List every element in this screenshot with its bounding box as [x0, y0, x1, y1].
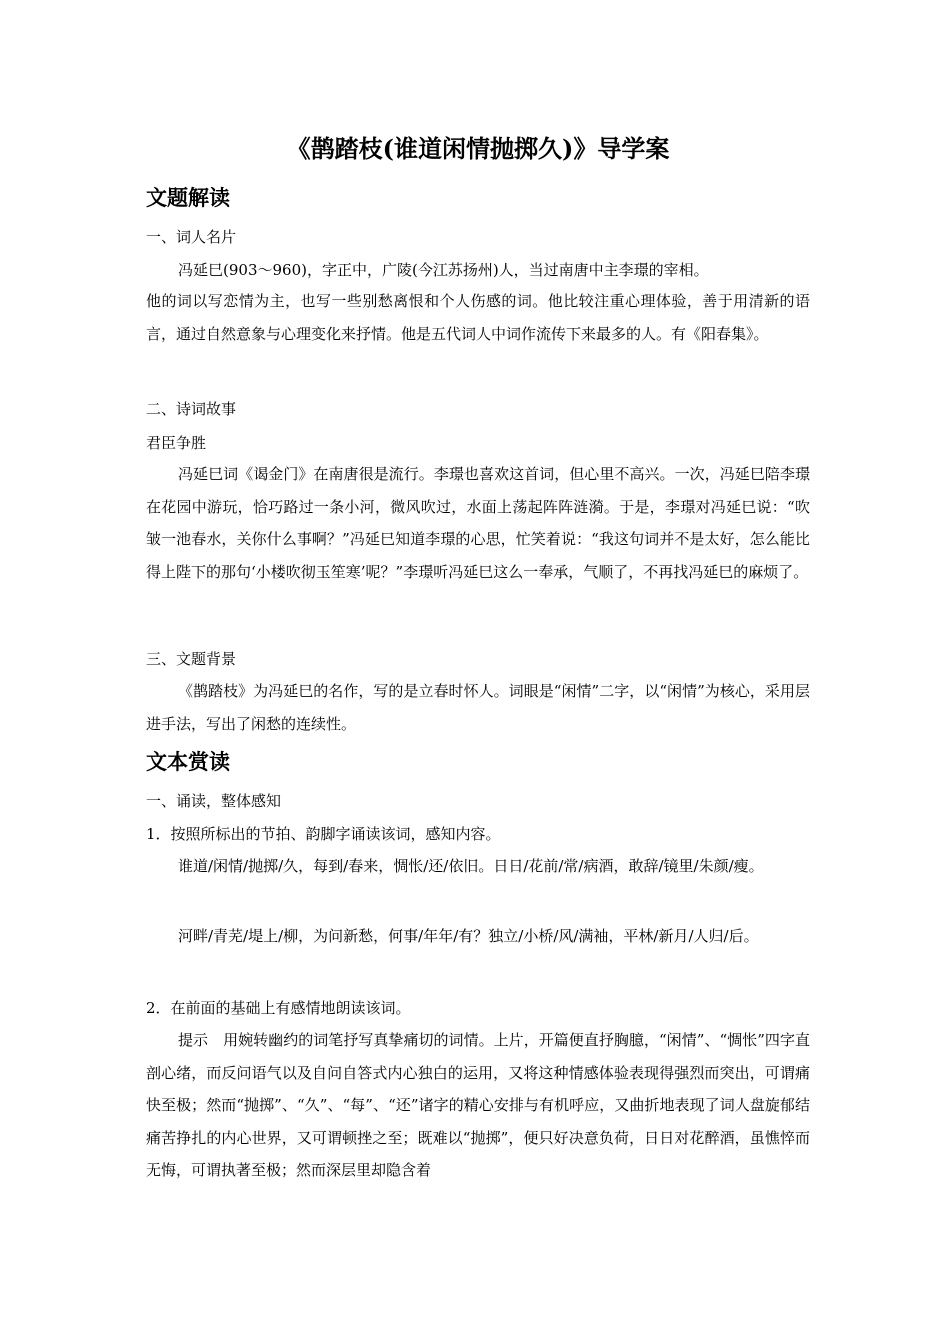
section-heading-text-appreciation: 文本赏读	[146, 749, 230, 774]
poet-intro-first-line: 冯延巳(903～960)，字正中，广陵(今江苏扬州)人，当过南唐中主李璟的宰相。	[178, 261, 709, 279]
story-label: 二、诗词故事	[146, 400, 237, 418]
story-paragraph: 冯延巳词《谒金门》在南唐很是流行。李璟也喜欢这首词，但心里不高兴。一次，冯延巳陪李璟在花园中游玩，恰巧路过一条小河，微风吹过，水面上荡起阵阵涟漪。于是，李璟对冯延巳说：“吹皱一池春水，关你什么事啊？”冯延巳知道李璟的心思，忙笑着说：“我这句词并不是太好，怎么能比得上陛下的那句‘小楼吹彻玉笙寒’呢？”李璟听冯延巳这么一奉承，气顺了，不再找冯延巳的麻烦了。	[146, 465, 810, 581]
background-label: 三、文题背景	[146, 650, 237, 668]
stanza-two: 河畔/青芜/堤上/柳，为问新愁，何事/年年/有？独立/小桥/风/满袖，平林/新月/人归/后。	[178, 927, 759, 945]
background-paragraph: 《鹊踏枝》为冯延巳的名作，写的是立春时怀人。词眼是“闲情”二字，以“闲情”为核心，采用层进手法，写出了闲愁的连续性。	[146, 682, 810, 733]
recite-label: 一、诵读，整体感知	[146, 792, 282, 810]
section-heading-title-interpretation: 文题解读	[146, 185, 230, 210]
poet-card-label: 一、词人名片	[146, 228, 237, 246]
poet-intro-paragraph: 他的词以写恋情为主，也写一些别愁离恨和个人伤感的词。他比较注重心理体验，善于用清新的语言，通过自然意象与心理变化来抒情。他是五代词人中词作流传下来最多的人。有《阳春集》。	[146, 292, 810, 343]
story-title: 君臣争胜	[146, 434, 207, 452]
document-title: 《鹊踏枝(谁道闲情抛掷久)》导学案	[286, 134, 670, 163]
stanza-one: 谁道/闲情/抛掷/久，每到/春来，惆怅/还/依旧。日日/花前/常/病酒，敢辞/镜里/朱颜/瘦。	[178, 857, 764, 875]
step-two: 2．在前面的基础上有感情地朗读该词。	[146, 999, 411, 1017]
hint-paragraph: 提示 用婉转幽约的词笔抒写真挚痛切的词情。上片，开篇便直抒胸臆，“闲情”、“惆怅”四字直剖心绪，而反问语气以及自问自答式内心独白的运用，又将这种情感体验表现得强烈而突出，可谓痛快至极；然而“抛掷”、“久”、“每”、“还”诸字的精心安排与有机呼应，又曲折地表现了词人盘旋郁结痛苦挣扎的内心世界，又可谓顿挫之至；既难以“抛掷”，便只好决意负荷，日日对花醉酒，虽憔悴而无悔，可谓执著至极；然而深层里却隐含着	[146, 1031, 810, 1179]
step-one: 1．按照所标出的节拍、韵脚字诵读该词，感知内容。	[146, 825, 501, 843]
